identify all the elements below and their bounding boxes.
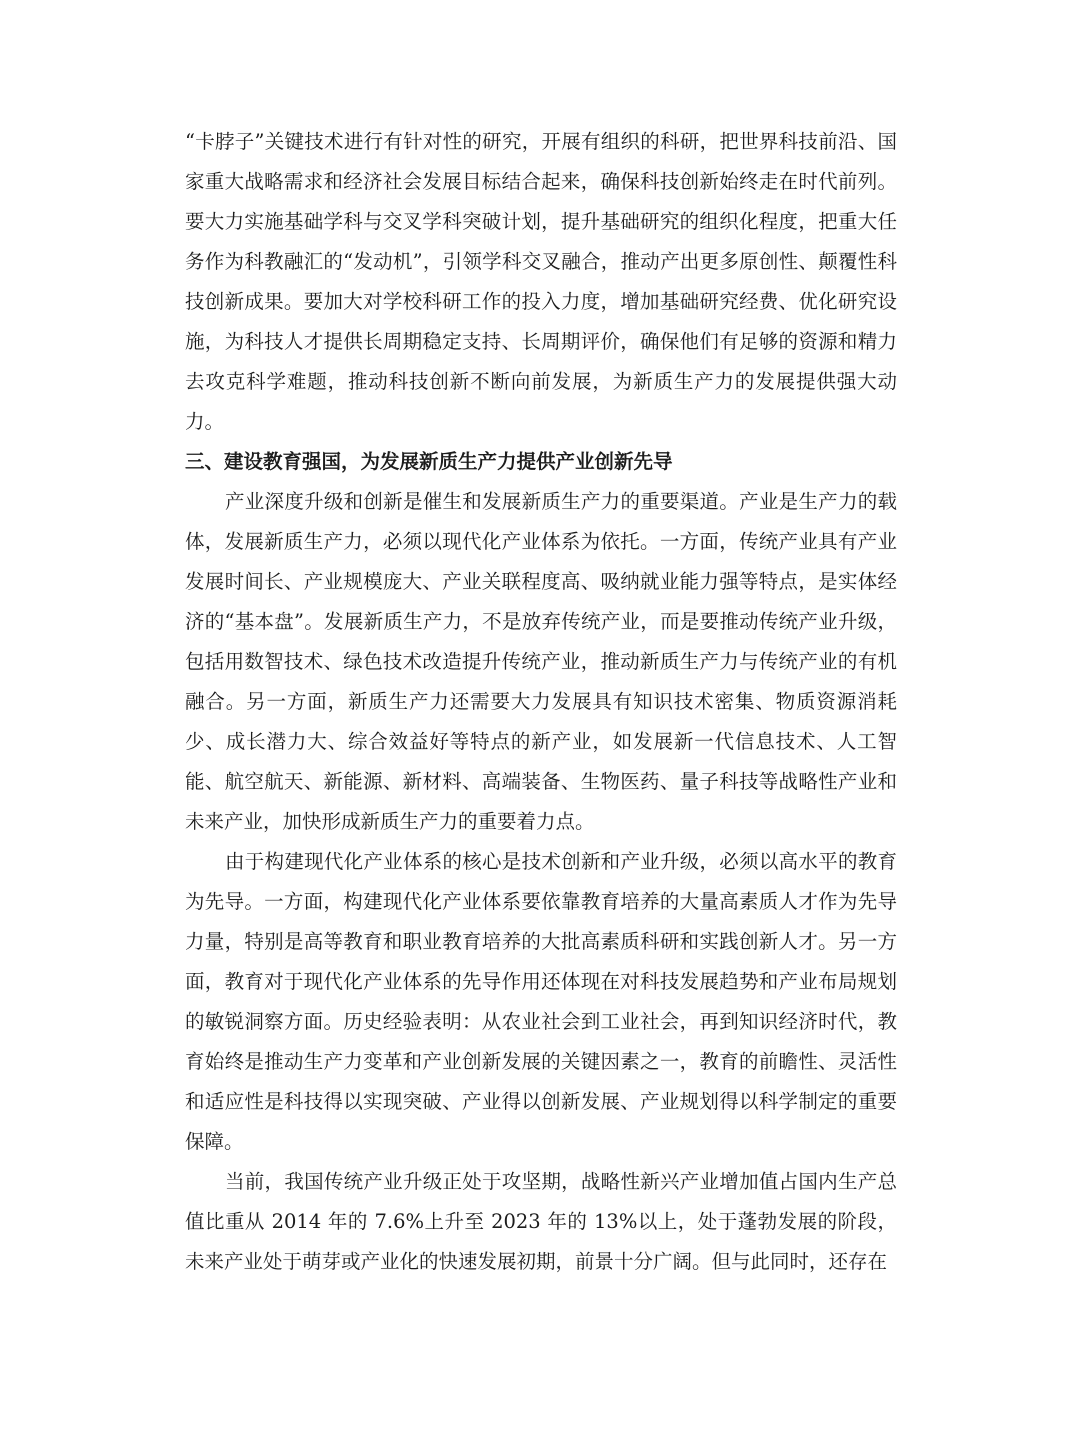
paragraph-continued: “卡脖子”关键技术进行有针对性的研究，开展有组织的科研，把世界科技前沿、国家重大战略需求和经济社会发展目标结合起来，确保科技创新始终走在时代前列。要大力实施基础学科与交叉学科突破计划，提升基础研究的组织化程度，把重大任务作为科教融汇的“发动机”，引领学科交叉融合，推动产出更多原创性、颠覆性科技创新成果。要加大对学校科研工作的投入力度，增加基础研究经费、优化研究设施，为科技人才提供长周期稳定支持、长周期评价，确保他们有足够的资源和精力去攻克科学难题，推动科技创新不断向前发展，为新质生产力的发展提供强大动力。: [185, 130, 897, 433]
document-page: [185, 122, 897, 1282]
section-heading: 三、建设教育强国，为发展新质生产力提供产业创新先导: [185, 450, 673, 473]
paragraph-industry-upgrade: 产业深度升级和创新是催生和发展新质生产力的重要渠道。产业是生产力的载体，发展新质生产力，必须以现代化产业体系为依托。一方面，传统产业具有产业发展时间长、产业规模庞大、产业关联程度高、吸纳就业能力强等特点，是实体经济的“基本盘”。发展新质生产力，不是放弃传统产业，而是要推动传统产业升级，包括用数智技术、绿色技术改造提升传统产业，推动新质生产力与传统产业的有机融合。另一方面，新质生产力还需要大力发展具有知识技术密集、物质资源消耗少、成长潜力大、综合效益好等特点的新产业，如发展新一代信息技术、人工智能、航空航天、新能源、新材料、高端装备、生物医药、量子科技等战略性产业和未来产业，加快形成新质生产力的重要着力点。: [185, 490, 897, 833]
paragraph-current-status: 当前，我国传统产业升级正处于攻坚期，战略性新兴产业增加值占国内生产总值比重从 2014 年的 7.6%上升至 2023 年的 13%以上，处于蓬勃发展的阶段，未来产业处于萌芽或产业化的快速发展初期，前景十分广阔。但与此同时，还存在: [185, 1170, 897, 1273]
paragraph-education-leading: 由于构建现代化产业体系的核心是技术创新和产业升级，必须以高水平的教育为先导。一方面，构建现代化产业体系要依靠教育培养的大量高素质人才作为先导力量，特别是高等教育和职业教育培养的大批高素质科研和实践创新人才。另一方面，教育对于现代化产业体系的先导作用还体现在对科技发展趋势和产业布局规划的敏锐洞察方面。历史经验表明：从农业社会到工业社会，再到知识经济时代，教育始终是推动生产力变革和产业创新发展的关键因素之一，教育的前瞻性、灵活性和适应性是科技得以实现突破、产业得以创新发展、产业规划得以科学制定的重要保障。: [185, 850, 897, 1153]
